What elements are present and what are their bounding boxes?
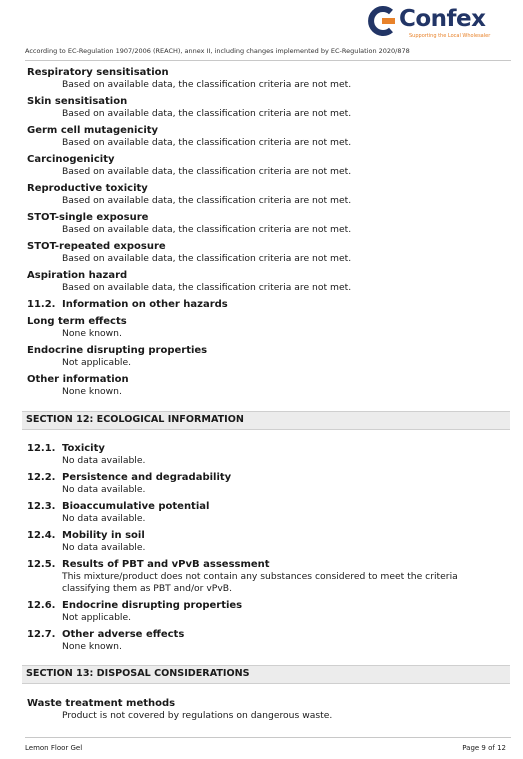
eco-item xyxy=(27,628,507,653)
hazard-item xyxy=(27,95,507,120)
section-12-list xyxy=(27,442,507,657)
eco-item-heading xyxy=(27,529,507,542)
hazard-heading: STOT-repeated exposure xyxy=(27,241,166,252)
eco-item-number: 12.6. xyxy=(27,600,56,611)
waste-treatment-text: Product is not covered by regulations on dangerous waste. xyxy=(62,710,333,721)
section-11-content xyxy=(27,66,507,402)
hazard-text: Based on available data, the classification criteria are not met. xyxy=(62,195,352,206)
hazard-item xyxy=(27,153,507,178)
footer-product-name: Lemon Floor Gel xyxy=(25,744,83,752)
eco-item-title: Other adverse effects xyxy=(62,629,185,640)
other-hazard-item xyxy=(27,344,507,369)
hazard-heading: STOT-single exposure xyxy=(27,212,149,223)
other-hazard-text: None known. xyxy=(62,386,122,397)
hazard-item xyxy=(27,124,507,149)
eco-item-number: 12.4. xyxy=(27,530,56,541)
eco-item-number: 12.1. xyxy=(27,443,56,454)
confex-logo-mark-icon xyxy=(367,6,397,36)
hazard-heading: Aspiration hazard xyxy=(27,270,128,281)
subsection-number: 11.2. xyxy=(27,299,56,310)
regulation-line: According to EC-Regulation 1907/2006 (REACH), annex II, including changes implemented by EC-Regulation 2020/878 xyxy=(25,47,410,55)
subsection-title: Information on other hazards xyxy=(62,299,228,310)
eco-item-title: Bioaccumulative potential xyxy=(62,501,210,512)
header-divider xyxy=(25,60,511,61)
eco-item-text: This mixture/product does not contain any substances considered to meet the criteria xyxy=(62,571,458,582)
footer-page-number: Page 9 of 12 xyxy=(462,744,506,752)
eco-item-text: Not applicable. xyxy=(62,612,132,623)
other-hazard-text: Not applicable. xyxy=(62,357,132,368)
brand-tagline: Supporting the Local Wholesaler xyxy=(409,33,491,39)
eco-item-heading xyxy=(27,471,507,484)
hazard-item xyxy=(27,240,507,265)
waste-treatment-heading: Waste treatment methods xyxy=(27,698,176,709)
eco-item-text: No data available. xyxy=(62,542,146,553)
hazard-heading: Respiratory sensitisation xyxy=(27,67,169,78)
eco-item-text: No data available. xyxy=(62,513,146,524)
confex-logo xyxy=(367,4,507,44)
hazard-text: Based on available data, the classification criteria are not met. xyxy=(62,137,352,148)
other-hazard-item xyxy=(27,373,507,398)
eco-item-title: Mobility in soil xyxy=(62,530,145,541)
brand-name: Confex xyxy=(399,6,486,32)
hazard-text: Based on available data, the classification criteria are not met. xyxy=(62,79,352,90)
other-hazard-heading: Long term effects xyxy=(27,316,127,327)
hazard-item xyxy=(27,182,507,207)
section-12-title: SECTION 12: ECOLOGICAL INFORMATION xyxy=(26,414,244,425)
subsection-11-2-heading xyxy=(27,298,507,311)
eco-item-heading xyxy=(27,442,507,455)
hazard-item xyxy=(27,66,507,91)
eco-item xyxy=(27,471,507,496)
hazard-text: Based on available data, the classification criteria are not met. xyxy=(62,166,352,177)
other-hazard-heading: Endocrine disrupting properties xyxy=(27,345,208,356)
eco-item xyxy=(27,599,507,624)
hazard-heading: Germ cell mutagenicity xyxy=(27,125,159,136)
eco-item-heading xyxy=(27,599,507,612)
eco-item-number: 12.5. xyxy=(27,559,56,570)
eco-item-heading xyxy=(27,628,507,641)
eco-item-number: 12.2. xyxy=(27,472,56,483)
other-hazard-heading: Other information xyxy=(27,374,129,385)
other-hazard-item xyxy=(27,315,507,340)
section-12-header xyxy=(22,411,510,430)
eco-item-text: None known. xyxy=(62,641,122,652)
section-13-title: SECTION 13: DISPOSAL CONSIDERATIONS xyxy=(26,668,250,679)
eco-item-text: No data available. xyxy=(62,455,146,466)
eco-item-text: No data available. xyxy=(62,484,146,495)
hazard-item xyxy=(27,269,507,294)
other-hazard-text: None known. xyxy=(62,328,122,339)
eco-item-number: 12.7. xyxy=(27,629,56,640)
hazard-text: Based on available data, the classification criteria are not met. xyxy=(62,108,352,119)
eco-item xyxy=(27,529,507,554)
eco-item-title: Toxicity xyxy=(62,443,105,454)
eco-item-title: Persistence and degradability xyxy=(62,472,232,483)
eco-item-heading xyxy=(27,500,507,513)
section-13-header xyxy=(22,665,510,684)
eco-item xyxy=(27,500,507,525)
eco-item-text: classifying them as PBT and/or vPvB. xyxy=(62,583,232,594)
hazard-text: Based on available data, the classification criteria are not met. xyxy=(62,282,352,293)
hazard-heading: Reproductive toxicity xyxy=(27,183,148,194)
eco-item-title: Results of PBT and vPvB assessment xyxy=(62,559,270,570)
eco-item xyxy=(27,442,507,467)
hazard-text: Based on available data, the classification criteria are not met. xyxy=(62,253,352,264)
eco-item-heading xyxy=(27,558,507,571)
eco-item-title: Endocrine disrupting properties xyxy=(62,600,243,611)
eco-item-number: 12.3. xyxy=(27,501,56,512)
section-13-content xyxy=(27,697,507,722)
footer-divider xyxy=(25,737,511,738)
hazard-item xyxy=(27,211,507,236)
hazard-heading: Carcinogenicity xyxy=(27,154,115,165)
hazard-text: Based on available data, the classification criteria are not met. xyxy=(62,224,352,235)
hazard-heading: Skin sensitisation xyxy=(27,96,128,107)
eco-item xyxy=(27,558,507,595)
